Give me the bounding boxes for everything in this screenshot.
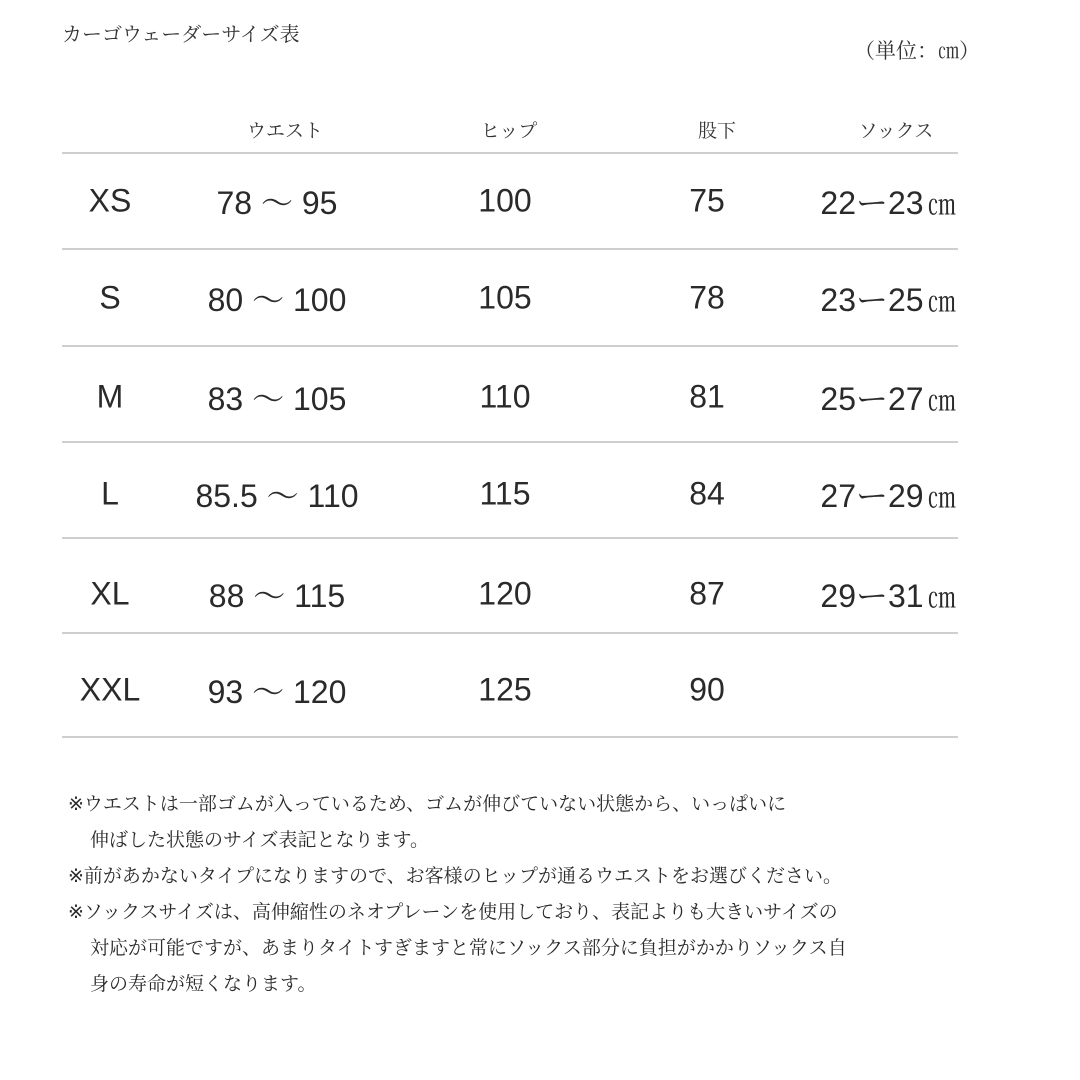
waist-cell: 88 〜 115: [208, 578, 346, 614]
header-socks: ソックス: [858, 120, 934, 142]
inseam-cell: 90: [689, 671, 725, 708]
socks-range: 23ー25: [820, 282, 924, 318]
waist-cell: 78 〜 95: [216, 185, 338, 221]
row-divider: [62, 632, 958, 634]
waist-cell: 93 〜 120: [207, 674, 347, 710]
socks-unit: ㎝: [927, 482, 956, 513]
waist-cell: 85.5 〜 110: [195, 478, 359, 514]
inseam-cell: 78: [689, 279, 725, 316]
note-socks-line3: 身の寿命が短くなります。: [90, 973, 317, 995]
waist-cell: 83 〜 105: [207, 381, 347, 417]
size-cell: S: [99, 279, 121, 316]
hip-cell: 115: [479, 475, 531, 512]
size-cell: XXL: [79, 671, 141, 708]
page-title: カーゴウェーダーサイズ表: [62, 22, 300, 46]
socks-unit: ㎝: [927, 286, 956, 317]
header-rule: [62, 152, 958, 154]
hip-cell: 120: [478, 575, 532, 612]
hip-cell: 125: [478, 671, 532, 708]
header-waist: ウエスト: [246, 120, 324, 142]
inseam-cell: 81: [689, 378, 725, 415]
row-divider: [62, 441, 958, 443]
socks-range: 27ー29: [820, 478, 924, 514]
inseam-cell: 84: [689, 475, 725, 512]
notes: [68, 786, 1048, 1002]
row-divider: [62, 248, 958, 250]
note-front: ※前があかないタイプになりますので、お客様のヒップが通るウエストをお選びください。: [68, 865, 843, 887]
table-bottom-rule: [62, 736, 958, 738]
socks-cell: [820, 471, 955, 517]
inseam-cell: 75: [689, 182, 725, 219]
socks-unit: ㎝: [927, 189, 956, 220]
socks-unit: ㎝: [927, 582, 956, 613]
note-socks-line2: 対応が可能ですが、あまりタイトすぎますと常にソックス部分に負担がかかりソックス自: [90, 937, 847, 959]
socks-range: 25ー27: [820, 381, 924, 417]
size-cell: M: [96, 378, 124, 415]
row-divider: [62, 537, 958, 539]
inseam-cell: 87: [689, 575, 725, 612]
waist-cell: 80 〜 100: [207, 282, 347, 318]
hip-cell: 110: [479, 378, 531, 415]
socks-cell: [820, 571, 955, 617]
size-cell: L: [101, 475, 119, 512]
hip-cell: 105: [478, 279, 532, 316]
size-cell: XS: [88, 182, 132, 219]
size-cell: XL: [90, 575, 130, 612]
hip-cell: 100: [478, 182, 532, 219]
note-waist-line1: ※ウエストは一部ゴムが入っているため、ゴムが伸びていない状態から、いっぱいに: [68, 793, 787, 815]
socks-range: 29ー31: [820, 578, 924, 614]
row-divider: [62, 345, 958, 347]
socks-cell: [820, 275, 955, 321]
note-socks-line1: ※ソックスサイズは、高伸縮性のネオプレーンを使用しており、表記よりも大きいサイズの: [68, 901, 838, 923]
socks-cell: [820, 374, 955, 420]
header-inseam: 股下: [697, 120, 737, 142]
unit-label: （単位：㎝）: [854, 39, 980, 63]
note-waist-line2: 伸ばした状態のサイズ表記となります。: [90, 829, 429, 851]
socks-cell: [820, 178, 955, 224]
socks-unit: ㎝: [927, 385, 956, 416]
header-hip: ヒップ: [480, 120, 538, 142]
socks-range: 22ー23: [820, 185, 924, 221]
